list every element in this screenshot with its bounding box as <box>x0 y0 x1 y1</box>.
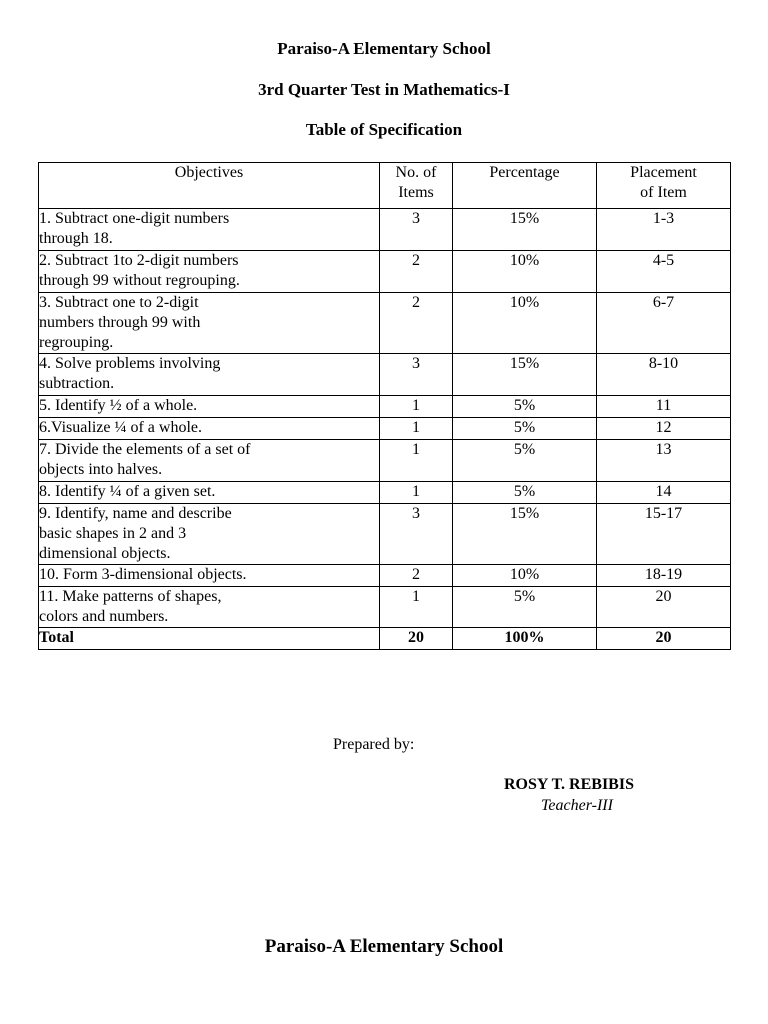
objective-cell: 6.Visualize ¼ of a whole. <box>39 418 380 440</box>
footer-school-name: Paraiso-A Elementary School <box>264 936 504 957</box>
table-row <box>39 565 731 587</box>
placement-cell: 18-19 <box>597 565 731 587</box>
objective-cell: 1. Subtract one-digit numbers through 18. <box>39 209 380 251</box>
items-cell: 3 <box>380 504 453 565</box>
placement-cell: 1-3 <box>597 209 731 251</box>
table-row <box>39 504 731 565</box>
table-row <box>39 293 731 354</box>
percentage-cell: 5% <box>453 440 597 482</box>
placement-cell: 6-7 <box>597 293 731 354</box>
items-cell: 3 <box>380 354 453 396</box>
table-row <box>39 209 731 251</box>
table-row <box>39 587 731 628</box>
objective-cell: 3. Subtract one to 2-digit numbers through 99 with regrouping. <box>39 293 380 354</box>
placement-cell: 20 <box>597 587 731 628</box>
preparer-name: ROSY T. REBIBIS <box>504 776 634 793</box>
table-row <box>39 354 731 396</box>
objective-cell: 2. Subtract 1to 2-digit numbers through 99 without regrouping. <box>39 251 380 293</box>
placement-cell: 11 <box>597 396 731 418</box>
placement-cell: 14 <box>597 482 731 504</box>
header-percentage: Percentage <box>453 163 597 209</box>
objective-cell: 11. Make patterns of shapes, colors and numbers. <box>39 587 380 628</box>
percentage-cell: 15% <box>453 209 597 251</box>
percentage-cell: 15% <box>453 354 597 396</box>
items-cell: 2 <box>380 293 453 354</box>
specification-table <box>38 162 731 650</box>
objective-cell: 4. Solve problems involving subtraction. <box>39 354 380 396</box>
total-row <box>39 628 731 650</box>
header-items: No. of Items <box>380 163 453 209</box>
document-title: Table of Specification <box>305 120 463 139</box>
items-cell: 1 <box>380 418 453 440</box>
table-row <box>39 482 731 504</box>
percentage-cell: 10% <box>453 251 597 293</box>
total-label: Total <box>39 628 380 650</box>
preparer-role: Teacher-III <box>541 797 613 814</box>
items-cell: 1 <box>380 482 453 504</box>
percentage-cell: 5% <box>453 396 597 418</box>
objective-cell: 10. Form 3-dimensional objects. <box>39 565 380 587</box>
items-cell: 1 <box>380 587 453 628</box>
percentage-cell: 10% <box>453 293 597 354</box>
header-objectives: Objectives <box>39 163 380 209</box>
items-cell: 2 <box>380 565 453 587</box>
placement-cell: 4-5 <box>597 251 731 293</box>
percentage-cell: 5% <box>453 482 597 504</box>
table-row <box>39 396 731 418</box>
percentage-cell: 10% <box>453 565 597 587</box>
total-percentage: 100% <box>453 628 597 650</box>
school-name: Paraiso-A Elementary School <box>277 39 491 58</box>
objective-cell: 8. Identify ¼ of a given set. <box>39 482 380 504</box>
placement-cell: 12 <box>597 418 731 440</box>
items-cell: 1 <box>380 396 453 418</box>
placement-cell: 8-10 <box>597 354 731 396</box>
percentage-cell: 15% <box>453 504 597 565</box>
placement-cell: 13 <box>597 440 731 482</box>
prepared-by-label: Prepared by: <box>333 736 415 753</box>
percentage-cell: 5% <box>453 587 597 628</box>
table-row <box>39 251 731 293</box>
header-placement: Placement of Item <box>597 163 731 209</box>
percentage-cell: 5% <box>453 418 597 440</box>
objective-cell: 7. Divide the elements of a set of objects into halves. <box>39 440 380 482</box>
items-cell: 1 <box>380 440 453 482</box>
placement-cell: 15-17 <box>597 504 731 565</box>
items-cell: 3 <box>380 209 453 251</box>
objective-cell: 5. Identify ½ of a whole. <box>39 396 380 418</box>
test-title: 3rd Quarter Test in Mathematics-I <box>258 80 510 99</box>
total-items: 20 <box>380 628 453 650</box>
total-placement: 20 <box>597 628 731 650</box>
items-cell: 2 <box>380 251 453 293</box>
table-row <box>39 418 731 440</box>
objective-cell: 9. Identify, name and describe basic shapes in 2 and 3 dimensional objects. <box>39 504 380 565</box>
table-row <box>39 440 731 482</box>
